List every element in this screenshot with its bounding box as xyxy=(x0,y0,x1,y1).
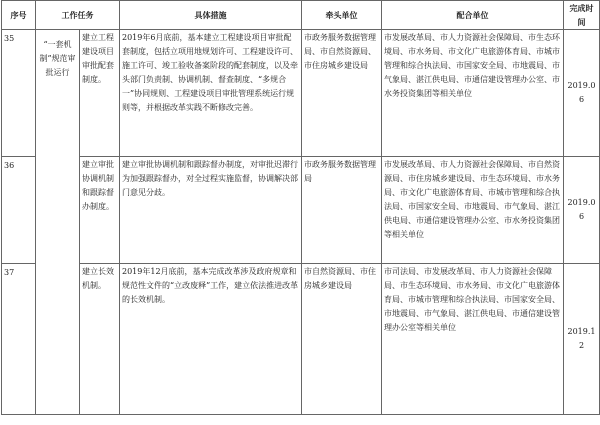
table-row xyxy=(2,30,600,157)
lead-unit-cell: 市自然资源局、市住房城乡建设局 xyxy=(302,264,382,415)
row-number: 35 xyxy=(2,30,36,157)
header-lead: 牵头单位 xyxy=(302,1,382,30)
deadline-cell: 2019.12 xyxy=(564,264,600,415)
header-coop: 配合单位 xyxy=(382,1,564,30)
row-number: 37 xyxy=(2,264,36,415)
coop-unit-cell: 市发展改革局、市人力资源社会保障局、市生态环境局、市水务局、市文化广电旅游体育局、市城市管理和综合执法局、市国家安全局、市地震局、市气象局、湛江供电局、市通信建设管理办公室、市水务投资集团等相关单位 xyxy=(382,30,564,157)
header-measures: 具体措施 xyxy=(120,1,302,30)
subtask: 建立工程建设项目审批配套制度。 xyxy=(80,30,120,157)
policy-table xyxy=(1,0,600,415)
coop-unit-cell: 市发展改革局、市人力资源社会保障局、市自然资源局、市住房城乡建设局、市生态环境局、市水务局、市文化广电旅游体育局、市城市管理和综合执法局、市国家安全局、市地震局、市气象局、湛江供电局、市通信建设管理办公室、市水务投资集团等相关单位 xyxy=(382,157,564,264)
measures-cell: 建立审批协调机制和跟踪督办制度，对审批迟滞行为加强跟踪督办，对全过程实施监督，协调解决部门意见分歧。 xyxy=(120,157,302,264)
measures-cell: 2019年12月底前，基本完成改革涉及政府规章和规范性文件的“立改废释”工作，建立依法推进改革的长效机制。 xyxy=(120,264,302,415)
lead-unit-cell: 市政务服务数据管理局 xyxy=(302,157,382,264)
subtask: 建立审批协调机制和跟踪督办制度。 xyxy=(80,157,120,264)
deadline-cell: 2019.06 xyxy=(564,30,600,157)
lead-unit-cell: 市政务服务数据管理局、市自然资源局、市住房城乡建设局 xyxy=(302,30,382,157)
header-row xyxy=(2,1,600,30)
task-group: “一套机制”规范审批运行 xyxy=(36,30,80,415)
header-deadline: 完成时间 xyxy=(564,1,600,30)
row-number: 36 xyxy=(2,157,36,264)
header-task: 工作任务 xyxy=(36,1,120,30)
table-row xyxy=(2,264,600,415)
header-no: 序号 xyxy=(2,1,36,30)
coop-unit-cell: 市司法局、市发展改革局、市人力资源社会保障局、市生态环境局、市水务局、市文化广电旅游体育局、市城市管理和综合执法局、市国家安全局、市地震局、市气象局、湛江供电局、市通信建设管理办公室等相关单位 xyxy=(382,264,564,415)
table-row xyxy=(2,157,600,264)
subtask: 建立长效机制。 xyxy=(80,264,120,415)
deadline-cell: 2019.06 xyxy=(564,157,600,264)
measures-cell: 2019年6月底前，基本建立工程建设项目审批配套制度，包括立项用地规划许可、工程建设许可、施工许可、竣工验收备案阶段的配套制度，以及牵头部门负责制、协调机制、督查制度、“多规合一”协同规则、工程建设项目审批管理系统运行规则等，并根据改革实践不断修改完善。 xyxy=(120,30,302,157)
